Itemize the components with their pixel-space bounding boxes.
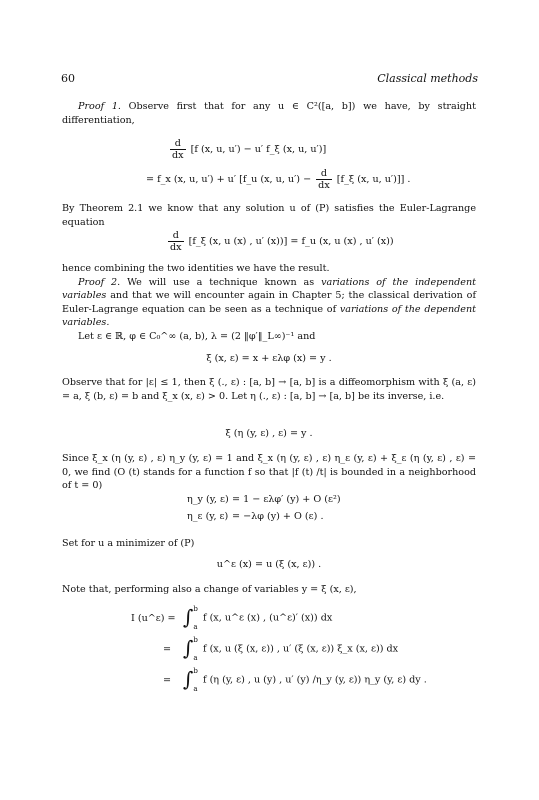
equation-7: u^ε (x) = u (ξ (x, ε)) .: [216, 559, 322, 570]
paragraph-proof2: hence combining the two identities we have the result. Proof 2. We will use a technique known as variations of the independent variables and that we will encounter again in Chapter 5; the classical derivation of Euler-Lagrange equation can be seen as a technique of variations of the dependent variables. Let ε ∈ ℝ, φ ∈ C₀^∞ (a, b), λ = (2 ‖φ′‖_L∞)⁻¹ and: [62, 263, 476, 342]
combine-text: hence combining the two identities we have the result.: [62, 263, 330, 274]
equation-2: $\frac{d}{dx}$ [f_ξ (x, u (x) , u′ (x))] = f_u (x, u (x) , u′ (x)): [170, 230, 394, 253]
paragraph-diffeo: [62, 376, 476, 403]
equation-10-right: ∫ b a f (η (y, ε) , u (y) , u′ (y) /η_y (y, ε)) η_y (y, ε) dy .: [183, 666, 427, 693]
equation-10-eq: =: [163, 675, 172, 686]
paragraph-note: [62, 583, 476, 597]
theorem-text: By Theorem 2.1 we know that any solution u of (P) satisfies the Euler-Lagrange equation: [62, 203, 476, 228]
equation-5-left: η_y (y, ε): [187, 494, 229, 505]
page-number: 60: [61, 72, 75, 85]
paragraph-proof1: [62, 100, 476, 127]
running-title: Classical methods: [377, 72, 478, 85]
equation-4: ξ (η (y, ε) , ε) = y .: [225, 428, 313, 439]
equation-8-right: ∫ b a f (x, u^ε (x) , (u^ε)′ (x)) dx: [183, 604, 333, 631]
proof2-label: Proof 2.: [78, 276, 121, 288]
equation-1b: = f_x (x, u, u′) + u′ [f_u (x, u, u′) − $\frac{d}{dx}$ [f_ξ (x, u, u′)]] .: [146, 168, 411, 191]
proof1-text: Observe first that for any u ∈ C²([a, b]) we have, by straight differentiation,: [62, 101, 476, 126]
equation-9-right: ∫ b a f (x, u (ξ (x, ε)) , u′ (ξ (x, ε)) ξ_x (x, ε)) dx: [183, 635, 399, 662]
paragraph-since: [62, 452, 476, 493]
equation-9-eq: =: [163, 644, 172, 655]
page-header: [61, 72, 478, 88]
since-text: Since ξ_x (η (y, ε) , ε) η_y (y, ε) = 1 and ξ_x (η (y, ε) , ε) η_ε (y, ε) + ξ_ε (η (y, ε) , ε) = 0, we find (O (t) stands for a function f so that |f (t) /t| is bounded in a neighborhood of t = 0): [62, 453, 476, 492]
equation-1a: $\frac{d}{dx}$ [f (x, u, u′) − u′ f_ξ (x, u, u′)]: [172, 138, 327, 161]
note-text: Note that, performing also a change of variables y = ξ (x, ε),: [62, 584, 357, 595]
diffeo-text: Observe that for |ε| ≤ 1, then ξ (., ε) : [a, b] → [a, b] is a diffeomorphism with ξ (a, ε) = a, ξ (b, ε) = b and ξ_x (x, ε) > 0. Let η (., ε) : [a, b] → [a, b] be its inverse, i.e.: [62, 377, 476, 402]
equation-6-left: η_ε (y, ε): [187, 511, 229, 522]
paragraph-set: [62, 537, 476, 551]
equation-8-left: I (u^ε) =: [131, 613, 176, 624]
equation-6-right: = −λφ (y) + O (ε) .: [232, 511, 324, 522]
proof1-label: Proof 1.: [78, 101, 121, 112]
equation-3: ξ (x, ε) = x + ελφ (x) = y .: [206, 353, 332, 364]
let-text: Let ε ∈ ℝ, φ ∈ C₀^∞ (a, b), λ = (2 ‖φ′‖_L∞)⁻¹ and: [78, 330, 316, 342]
paragraph-theorem: [62, 202, 476, 229]
equation-5-right: = 1 − ελφ′ (y) + O (ε²): [232, 494, 341, 505]
set-text: Set for u a minimizer of (P): [62, 538, 195, 549]
